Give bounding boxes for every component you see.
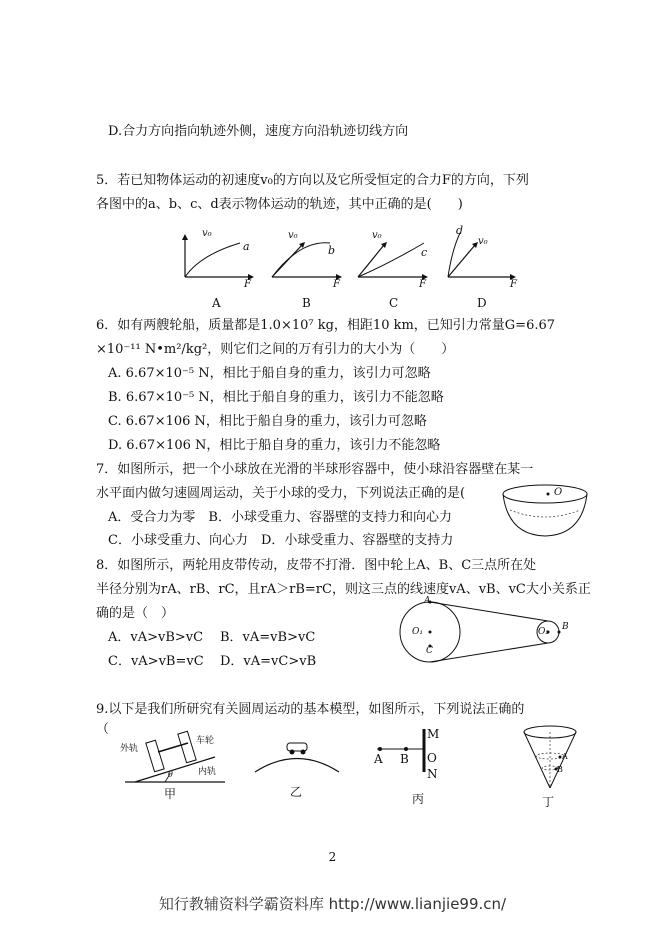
q5-v0-a: v₀ xyxy=(202,228,212,239)
q6-option-d: D. 6.67×106 N，相比于船自身的重力，该引力不能忽略 xyxy=(108,438,441,453)
q8-line3: 确的是（ ） xyxy=(96,606,175,621)
q9-bing-m: M xyxy=(427,727,440,741)
q9-fig-ding xyxy=(520,722,580,792)
q6-option-b: B. 6.67×10⁻⁵ N，相比于船自身的重力，该引力不能忽略 xyxy=(108,390,444,405)
q5-f-a: F xyxy=(244,279,251,290)
q9-bing-n: N xyxy=(427,767,438,781)
q5-v0-b: v₀ xyxy=(288,230,298,241)
q7-options-ab: A．受合力为零 B．小球受重力、容器壁的支持力和向心力 xyxy=(108,510,452,525)
q8-label-o1: O₁ xyxy=(412,627,423,637)
q5-curve-b: b xyxy=(328,244,336,257)
q9-caption-ding: 丁 xyxy=(542,795,555,809)
q4-option-d: D.合力方向指向轨迹外侧，速度方向沿轨迹切线方向 xyxy=(108,124,409,139)
q9-line1: 9.以下是我们所研究有关圆周运动的基本模型，如图所示，下列说法正确的 xyxy=(96,702,525,717)
q8-label-b: B xyxy=(562,622,569,632)
q9-ding-a: A xyxy=(562,752,568,761)
q5-v0-c: v₀ xyxy=(372,230,382,241)
q7-line2: 水平面内做匀速圆周运动，关于小球的受力，下列说法正确的是( xyxy=(96,486,466,501)
q5-f-c: F xyxy=(419,279,426,290)
q7-label-o: O xyxy=(554,487,563,498)
q6-option-a: A. 6.67×10⁻⁵ N，相比于船自身的重力，该引力可忽略 xyxy=(108,366,431,381)
q9-bing-o: O xyxy=(427,751,437,765)
q9-line2: （ xyxy=(96,722,110,737)
footer-watermark: 知行教辅资料学霸资料库 http://www.lianjie99.cn/ xyxy=(158,895,507,913)
q9-caption-yi: 乙 xyxy=(290,785,303,799)
q9-bing-b: B xyxy=(400,752,409,766)
q9-caption-jia: 甲 xyxy=(164,787,177,801)
q8-option-b: B．vA=vB>vC xyxy=(220,630,316,645)
q5-line2: 各图中的a、b、c、d表示物体运动的轨迹，其中正确的是( ) xyxy=(96,197,463,212)
q9-jia-chelun: 车轮 xyxy=(196,736,215,746)
q5-figure xyxy=(0,225,665,315)
q9-jia-waigui: 外轨 xyxy=(120,744,139,754)
q5-label-d: D xyxy=(477,296,487,310)
q8-line1: 8．如图所示，两轮用皮带传动，皮带不打滑．图中轮上A、B、C三点所在处 xyxy=(96,558,537,573)
q5-curve-d: d xyxy=(456,224,464,237)
q7-bowl-figure xyxy=(500,480,590,540)
q6-option-c: C. 6.67×106 N，相比于船自身的重力，该引力可忽略 xyxy=(108,414,427,429)
q5-v0-d: v₀ xyxy=(478,236,488,247)
q5-f-d: F xyxy=(510,279,517,290)
q5-fig-c xyxy=(358,242,428,280)
q5-label-c: C xyxy=(389,296,399,310)
q8-option-a: A．vA>vB>vC xyxy=(108,630,204,645)
q5-label-a: A xyxy=(212,296,221,310)
q5-line1: 5．若已知物体运动的初速度v₀的方向以及它所受恒定的合力F的方向，下列 xyxy=(96,173,529,188)
q8-label-o2: O₂ xyxy=(538,627,549,637)
q9-jia-theta: θ xyxy=(168,770,173,779)
q8-label-a: A xyxy=(424,596,431,606)
q9-jia-neigui: 内轨 xyxy=(198,767,217,777)
q6-line2: ×10⁻¹¹ N•m²/kg²，则它们之间的万有引力的大小为（ ） xyxy=(96,342,455,357)
q8-label-c: C xyxy=(426,646,433,656)
q9-fig-yi xyxy=(252,737,342,777)
q7-options-cd: C．小球受重力、向心力 D．小球受重力、容器壁的支持力 xyxy=(108,533,454,548)
page-number: 2 xyxy=(328,850,337,864)
q9-caption-bing: 丙 xyxy=(412,792,425,806)
q8-option-d: D．vA=vC>vB xyxy=(220,654,317,669)
q8-line2: 半径分别为rA、rB、rC，且rA＞rB=rC，则这三点的线速度vA、vB、vC大小关系正 xyxy=(96,582,591,597)
q6-line1: 6．如有两艘轮船，质量都是1.0×10⁷ kg，相距10 km，已知引力常量G=6.67 xyxy=(96,318,556,333)
q7-line1: 7．如图所示，把一个小球放在光滑的半球形容器中，使小球沿容器壁在某一 xyxy=(96,462,534,477)
q5-label-b: B xyxy=(302,296,311,310)
q8-option-c: C．vA>vB=vC xyxy=(108,654,204,669)
q5-f-b: F xyxy=(333,279,340,290)
q9-ding-b: B xyxy=(557,765,563,774)
q5-curve-a: a xyxy=(243,240,250,253)
q5-curve-c: c xyxy=(421,246,428,259)
q9-bing-a: A xyxy=(374,752,383,766)
